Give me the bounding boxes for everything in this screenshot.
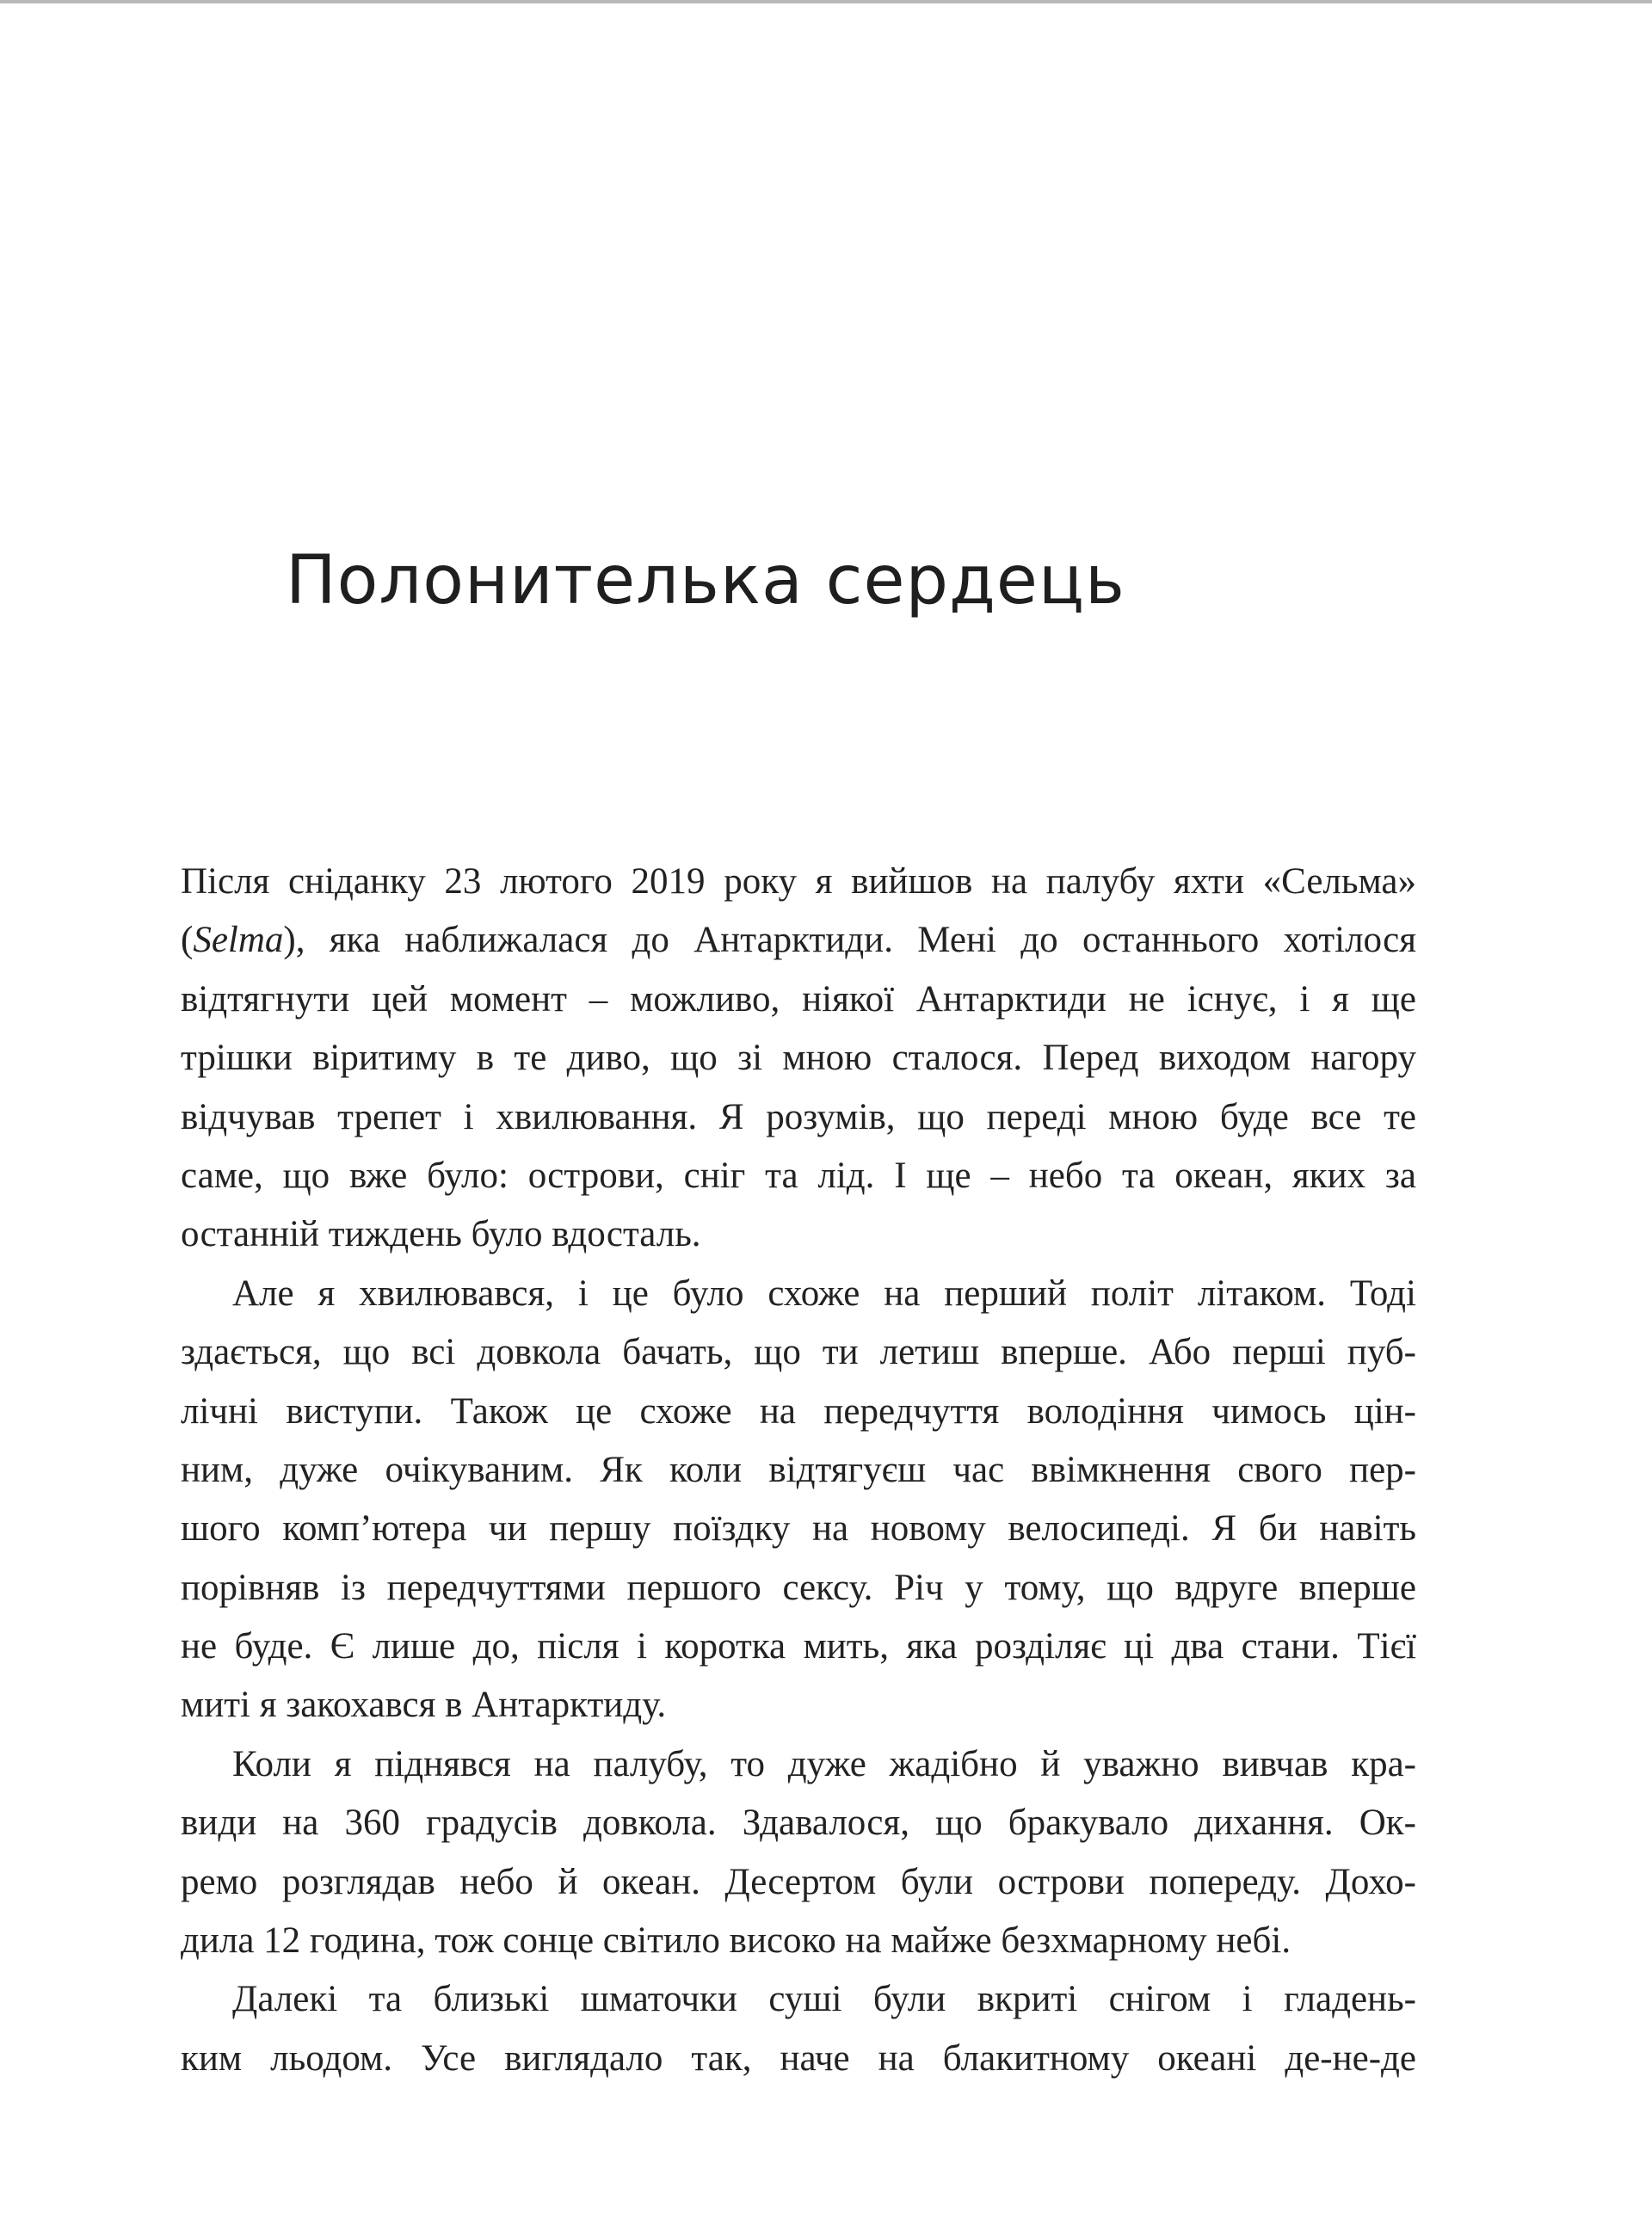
text-line: саме, що вже було: острови, сніг та лід. І ще – небо та океан, яких за (181, 1155, 1416, 1196)
paragraph (181, 1265, 1416, 1735)
text-line: останній тиждень було вдосталь. (181, 1214, 701, 1255)
text-line: Далекі та близькі шматочки суші були вкриті снігом і гладень- (232, 1979, 1416, 2020)
text-line: порівняв із передчуттями першого сексу. Річ у тому, що вдруге вперше (181, 1567, 1416, 1608)
text-line: Коли я піднявся на палубу, то дуже жадібно й уважно вивчав кра- (232, 1743, 1416, 1784)
text-line: не буде. Є лише до, після і коротка мить, яка розділяє ці два стани. Тієї (181, 1626, 1416, 1667)
paragraph (181, 1970, 1416, 2088)
text-line: Після сніданку 23 лютого 2019 року я вийшов на палубу яхти «Сельма» (181, 861, 1416, 902)
text-line: відчував трепет і хвилювання. Я розумів, що переді мною буде все те (181, 1096, 1416, 1137)
chapter-title: Полонителька сердець (286, 542, 1125, 619)
text-line: ким льодом. Усе виглядало так, наче на блакитному океані де-не-де (181, 2037, 1416, 2079)
top-border (0, 0, 1652, 3)
text-line: миті я закохався в Антарктиду. (181, 1685, 667, 1726)
text-line: лічні виступи. Також це схоже на передчуття володіння чимось цін- (181, 1390, 1416, 1432)
body-text (181, 853, 1416, 2088)
text-line: ремо розглядав небо й океан. Десертом були острови попереду. Дохо- (181, 1861, 1416, 1902)
text-line: Але я хвилювався, і це було схоже на перший політ літаком. Тоді (232, 1273, 1416, 1314)
text-line: (Selma), яка наближалася до Антарктиди. Мені до останнього хотілося (181, 920, 1416, 961)
paragraph (181, 1735, 1416, 1971)
italic-word: Selma (193, 920, 284, 961)
text-line: ним, дуже очікуваним. Як коли відтягуєш час ввімкнення свого пер- (181, 1449, 1416, 1490)
text-line: види на 360 градусів довкола. Здавалося, що бракувало дихання. Ок- (181, 1803, 1416, 1844)
text-line: трішки віритиму в те диво, що зі мною сталося. Перед виходом нагору (181, 1038, 1416, 1079)
text-line: відтягнути цей момент – можливо, ніякої Антарктиди не існує, і я ще (181, 978, 1416, 1020)
text-line: шого комп’ютера чи першу поїздку на новому велосипеді. Я би навіть (181, 1508, 1416, 1550)
paragraph (181, 853, 1416, 1265)
text-line: дила 12 година, тож сонце світило високо на майже безхмарному небі. (181, 1920, 1291, 1962)
text-line: здається, що всі довкола бачать, що ти летиш вперше. Або перші пуб- (181, 1332, 1416, 1373)
